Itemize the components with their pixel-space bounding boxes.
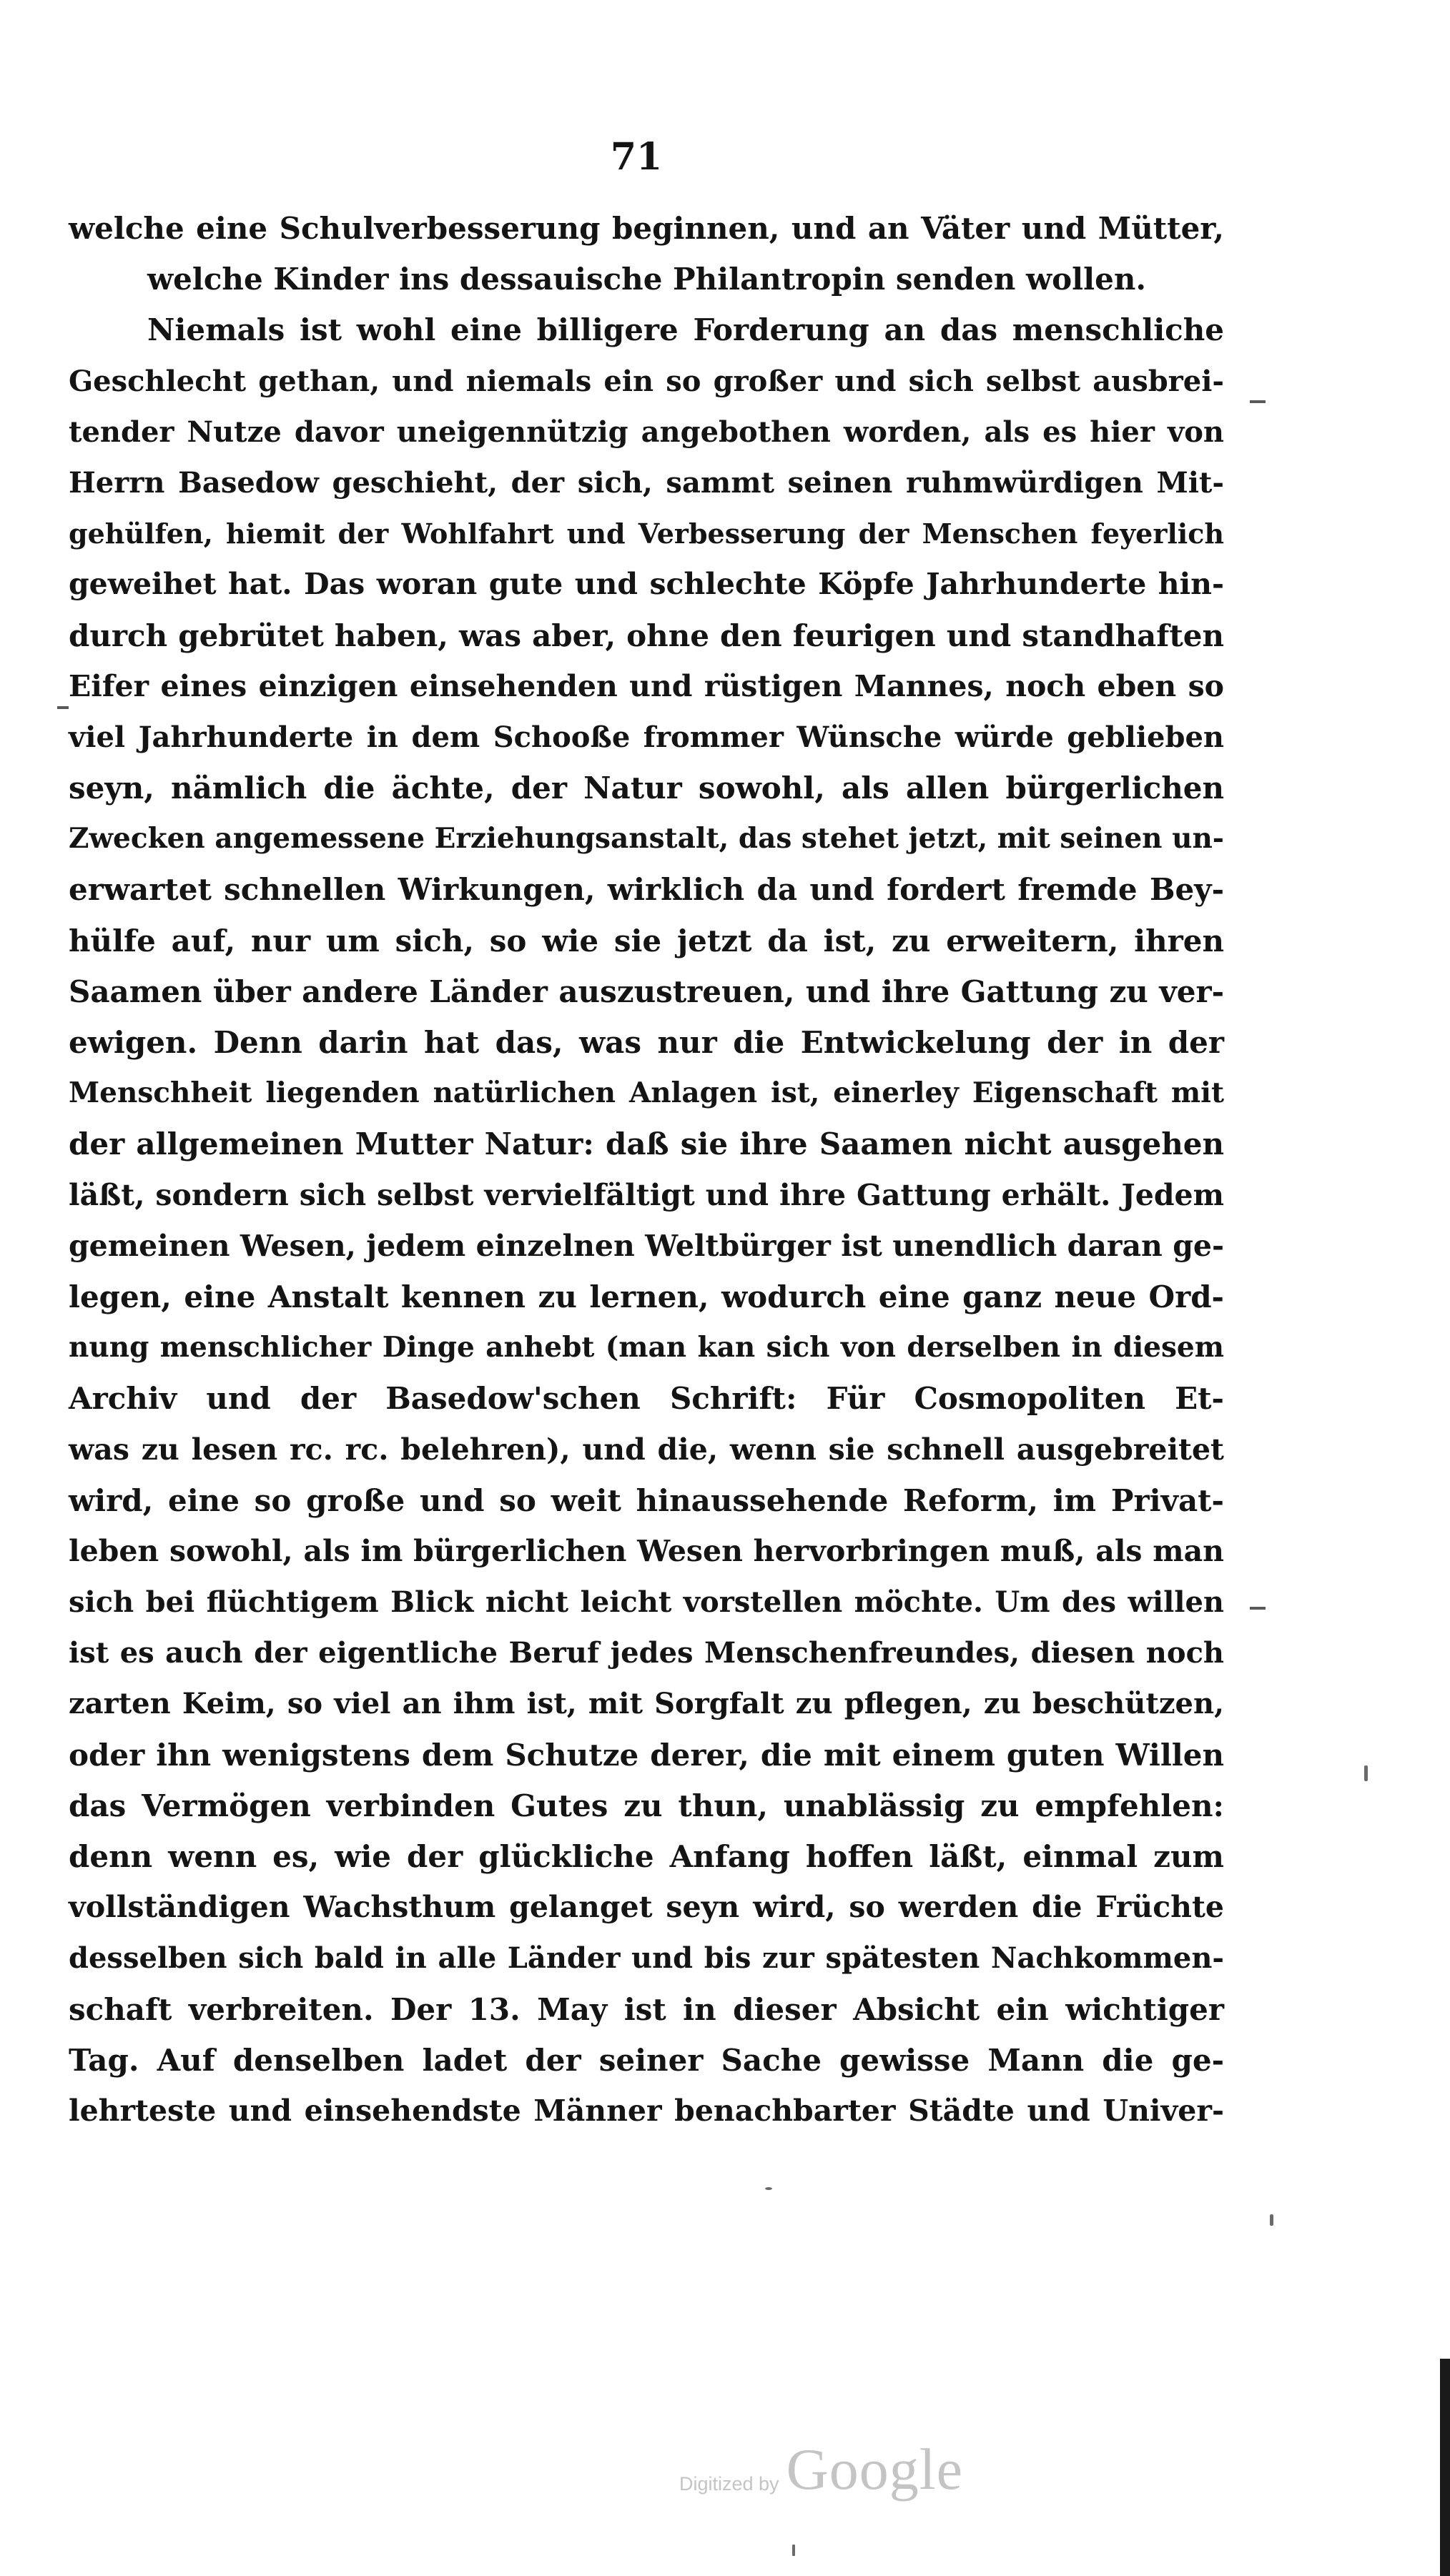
text-line: vollständigen Wachsthum gelanget seyn wird, so werden die Früchte: [69, 1890, 1224, 1925]
text-line: Geschlecht gethan, und niemals ein so großer und sich selbst ausbrei-: [69, 364, 1224, 398]
text-line: welche Kinder ins dessauische Philantropin senden wollen.: [147, 262, 1146, 297]
scan-speck: [1270, 2214, 1273, 2226]
text-line: wird, eine so große und so weit hinaussehende Reform, im Privat-: [69, 1482, 1224, 1518]
text-line: der allgemeinen Mutter Natur: daß sie ihre Saamen nicht ausgehen: [69, 1126, 1224, 1162]
margin-dash: [57, 706, 69, 709]
text-line: Eifer eines einzigen einsehenden und rüstigen Mannes, noch eben so: [69, 668, 1224, 703]
scan-speck: [792, 2545, 795, 2556]
text-line: viel Jahrhunderte in dem Schooße frommer Wünsche würde geblieben: [69, 720, 1224, 754]
text-line: seyn, nämlich die ächte, der Natur sowohl, als allen bürgerlichen: [69, 771, 1224, 806]
text-line: Tag. Auf denselben ladet der seiner Sache gewisse Mann die ge-: [69, 2042, 1224, 2078]
text-line: geweihet hat. Das woran gute und schlechte Köpfe Jahrhunderte hin-: [69, 567, 1224, 602]
text-line: lehrteste und einsehendste Männer benachbarter Städte und Univer-: [69, 2093, 1224, 2128]
text-line: das Vermögen verbinden Gutes zu thun, unablässig zu empfehlen:: [69, 1788, 1224, 1823]
digitization-watermark: [679, 2429, 987, 2500]
text-line: läßt, sondern sich selbst vervielfältigt und ihre Gattung erhält. Jedem: [69, 1177, 1224, 1212]
text-line: tender Nutze davor uneigennützig angebothen worden, als es hier von: [69, 415, 1224, 449]
text-line: sich bei flüchtigem Blick nicht leicht vorstellen möchte. Um des willen: [69, 1585, 1224, 1620]
text-line: Niemals ist wohl eine billigere Forderung an das menschliche: [147, 312, 1224, 348]
text-line: Zwecken angemessene Erziehungsanstalt, das stehet jetzt, mit seinen un-: [69, 822, 1224, 856]
text-line: was zu lesen rc. rc. belehren), und die, wenn sie schnell ausgebreitet: [69, 1432, 1224, 1467]
text-line: schaft verbreiten. Der 13. May ist in dieser Absicht ein wichtiger: [69, 1991, 1224, 2027]
text-line: durch gebrütet haben, was aber, ohne den feurigen und standhaften: [69, 618, 1224, 653]
text-line: denn wenn es, wie der glückliche Anfang hoffen läßt, einmal zum: [69, 1839, 1224, 1874]
text-line: oder ihn wenigstens dem Schutze derer, die mit einem guten Willen: [69, 1737, 1224, 1773]
text-line: legen, eine Anstalt kennen zu lernen, wodurch eine ganz neue Ord-: [69, 1279, 1224, 1314]
text-line: erwartet schnellen Wirkungen, wirklich da und fordert fremde Bey-: [69, 872, 1224, 908]
digitized-by-label: Digitized by: [679, 2473, 779, 2495]
text-line: gemeinen Wesen, jedem einzelnen Weltbürger ist unendlich daran ge-: [69, 1228, 1224, 1263]
scan-edge-shadow: [1440, 2359, 1450, 2576]
text-line: welche eine Schulverbesserung beginnen, und an Väter und Mütter,: [69, 211, 1224, 246]
text-line: zarten Keim, so viel an ihm ist, mit Sorgfalt zu pflegen, zu beschützen,: [69, 1687, 1224, 1721]
scan-speck: [1364, 1765, 1368, 1781]
google-logo: Google: [786, 2437, 963, 2502]
text-line: desselben sich bald in alle Länder und bis zur spätesten Nachkommen-: [69, 1941, 1224, 1976]
text-line: hülfe auf, nur um sich, so wie sie jetzt da ist, zu erweitern, ihren: [69, 923, 1224, 958]
text-line: gehülfen, hiemit der Wohlfahrt und Verbesserung der Menschen feyerlich: [69, 517, 1224, 550]
text-line: leben sowohl, als im bürgerlichen Wesen hervorbringen muß, als man: [69, 1533, 1224, 1568]
margin-dash: [1250, 400, 1266, 403]
text-line: ewigen. Denn darin hat das, was nur die Entwickelung der in der: [69, 1025, 1224, 1060]
text-line: Herrn Basedow geschieht, der sich, sammt seinen ruhmwürdigen Mit-: [69, 465, 1224, 500]
margin-dash: [1250, 1607, 1266, 1610]
page-number: 71: [610, 135, 663, 179]
text-line: Saamen über andere Länder auszustreuen, und ihre Gattung zu ver-: [69, 974, 1224, 1009]
text-line: Menschheit liegenden natürlichen Anlagen ist, einerley Eigenschaft mit: [69, 1076, 1224, 1110]
text-line: ist es auch der eigentliche Beruf jedes Menschenfreundes, diesen noch: [69, 1636, 1224, 1670]
body-text: [69, 203, 1224, 2136]
scan-speck: [765, 2187, 772, 2190]
text-line: nung menschlicher Dinge anhebt (man kan sich von derselben in diesem: [69, 1331, 1224, 1364]
text-line: Archiv und der Basedow'schen Schrift: Für Cosmopoliten Et-: [69, 1381, 1224, 1417]
